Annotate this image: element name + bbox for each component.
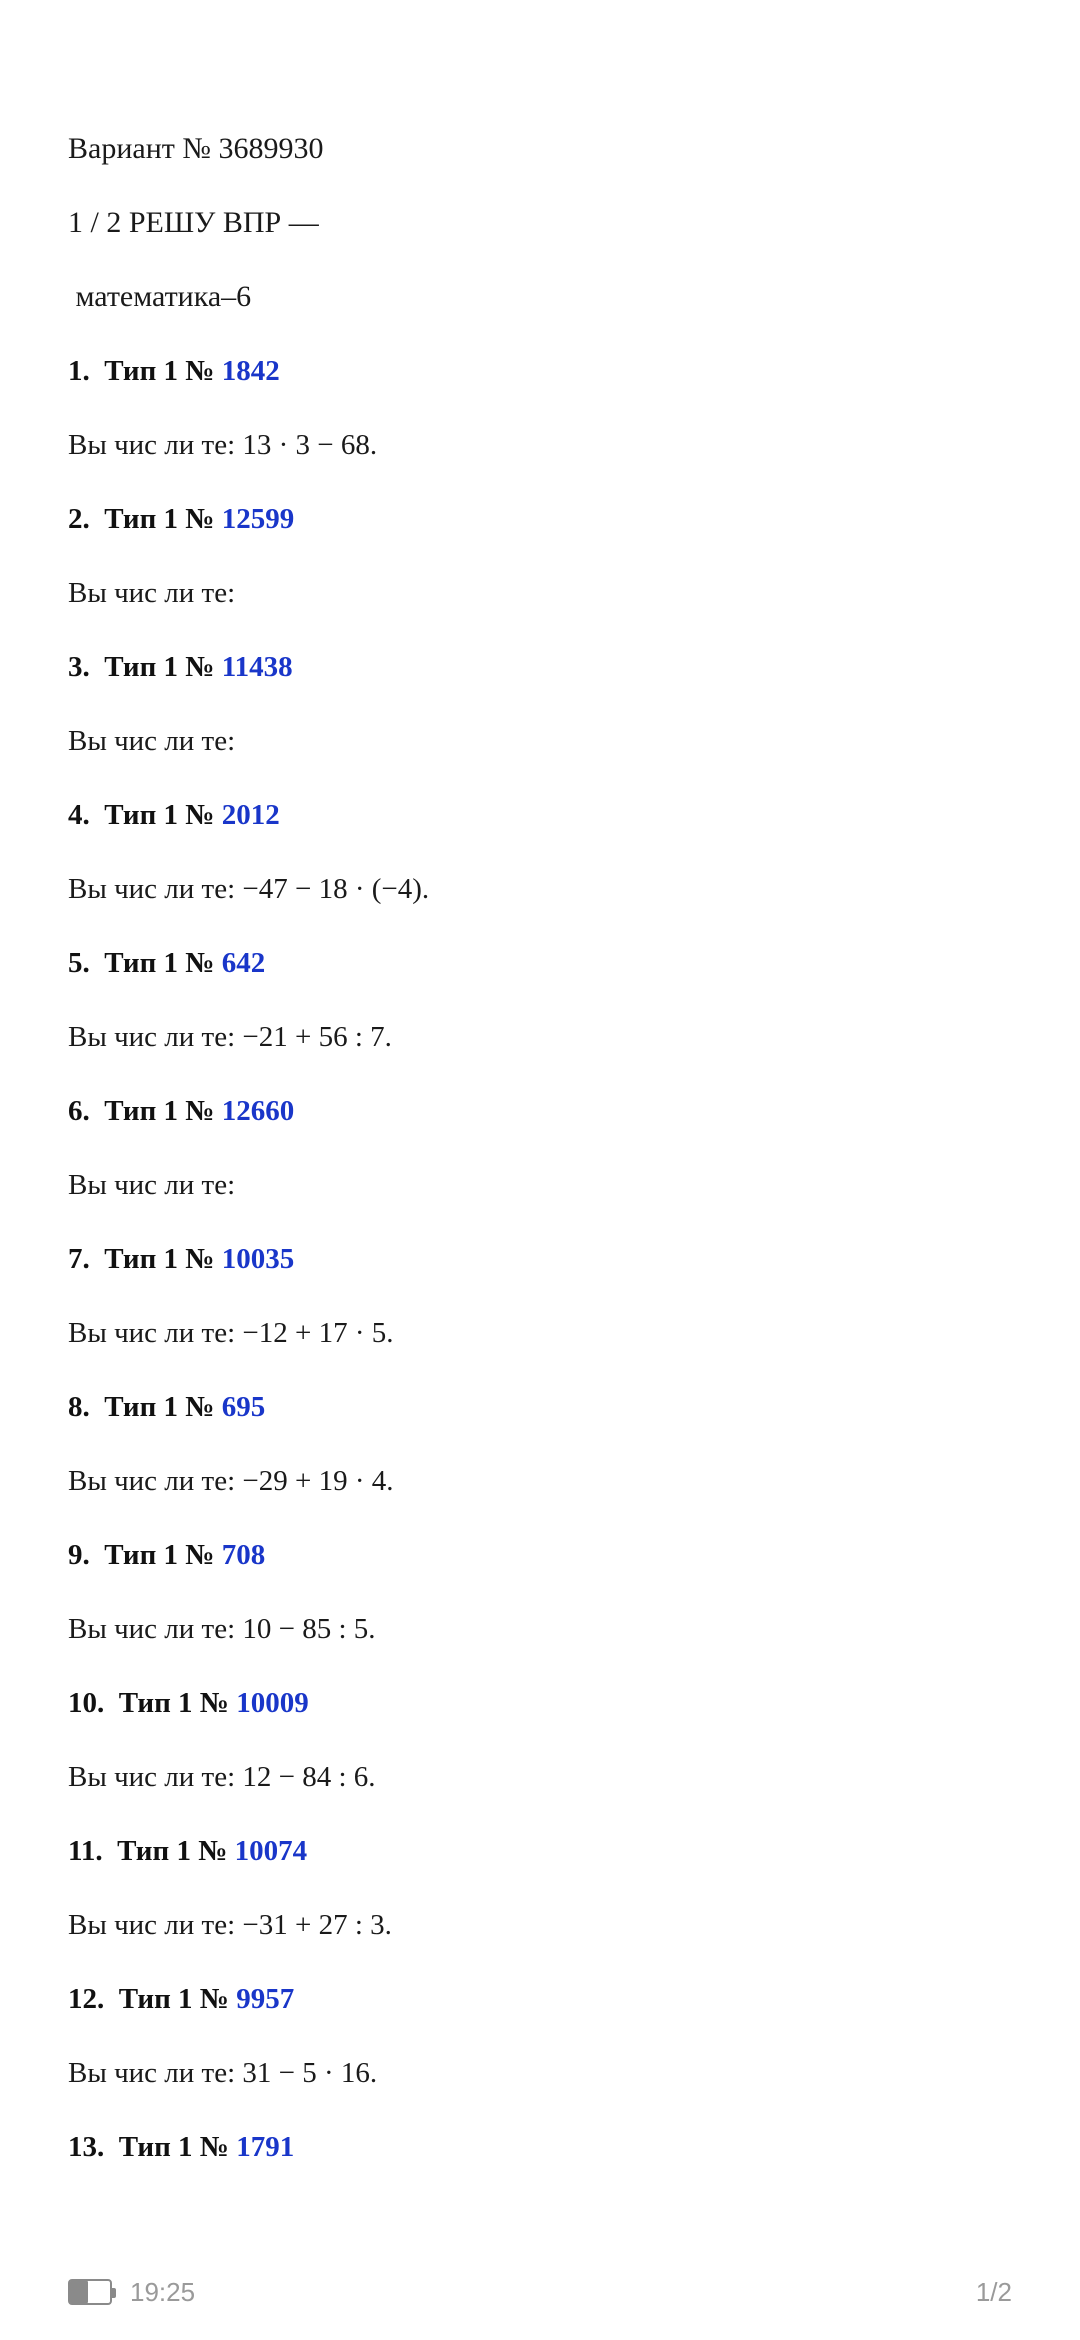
question-heading-label: 4. Тип 1 № — [68, 799, 222, 831]
question-heading — [68, 1814, 1028, 1888]
status-bar — [0, 2244, 1080, 2340]
battery-icon — [68, 2279, 112, 2305]
question-body: Вы чис ли те: −31 + 27 : 3. — [68, 1909, 392, 1941]
question-heading-label: 11. Тип 1 № — [68, 1835, 235, 1867]
question-body: Вы чис ли те: −29 + 19 · 4. — [68, 1465, 394, 1497]
question-heading — [68, 1962, 1028, 2036]
question-heading-label: 5. Тип 1 № — [68, 947, 222, 979]
question-heading-label: 8. Тип 1 № — [68, 1391, 222, 1423]
status-bar-left — [68, 2277, 195, 2308]
document-title-line-1: Вариант № 3689930 — [68, 132, 324, 165]
document-title-line-3: математика–6 — [68, 280, 252, 313]
question-id-link[interactable]: 10035 — [221, 1243, 295, 1275]
question-heading-label: 6. Тип 1 № — [68, 1095, 222, 1127]
question-body: Вы чис ли те: — [68, 577, 236, 609]
question-body: Вы чис ли те: −47 − 18 · (−4). — [68, 873, 430, 905]
document-content — [68, 112, 1028, 2184]
question-heading — [68, 1370, 1028, 1444]
question-heading-label: 10. Тип 1 № — [68, 1687, 237, 1719]
question-body: Вы чис ли те: −12 + 17 · 5. — [68, 1317, 394, 1349]
question-id-link[interactable]: 2012 — [221, 799, 280, 831]
question-heading — [68, 1074, 1028, 1148]
question-id-link[interactable]: 642 — [221, 947, 266, 979]
question-heading — [68, 2110, 1028, 2184]
question-heading — [68, 334, 1028, 408]
question-heading — [68, 778, 1028, 852]
question-body: Вы чис ли те: 12 − 84 : 6. — [68, 1761, 376, 1793]
question-id-link[interactable]: 1791 — [236, 2131, 295, 2163]
question-heading — [68, 1666, 1028, 1740]
question-id-link[interactable]: 695 — [221, 1391, 266, 1423]
document-title-line-2: 1 / 2 РЕШУ ВПР — — [68, 206, 319, 239]
question-heading-label: 1. Тип 1 № — [68, 355, 222, 387]
question-heading — [68, 482, 1028, 556]
question-heading-label: 9. Тип 1 № — [68, 1539, 222, 1571]
question-id-link[interactable]: 12599 — [221, 503, 295, 535]
question-heading — [68, 1518, 1028, 1592]
question-id-link[interactable]: 1842 — [221, 355, 280, 387]
question-heading-label: 2. Тип 1 № — [68, 503, 222, 535]
question-heading-label: 7. Тип 1 № — [68, 1243, 222, 1275]
question-body: Вы чис ли те: 31 − 5 · 16. — [68, 2057, 378, 2089]
question-id-link[interactable]: 12660 — [221, 1095, 295, 1127]
question-id-link[interactable]: 10009 — [236, 1687, 309, 1719]
question-heading — [68, 1222, 1028, 1296]
question-heading-label: 3. Тип 1 № — [68, 651, 222, 683]
question-heading-label: 13. Тип 1 № — [68, 2131, 237, 2163]
question-heading-label: 12. Тип 1 № — [68, 1983, 237, 2015]
clock-label: 19:25 — [130, 2276, 196, 2307]
question-id-link[interactable]: 708 — [221, 1539, 266, 1571]
question-body: Вы чис ли те: 10 − 85 : 5. — [68, 1613, 376, 1645]
battery-fill — [70, 2281, 88, 2303]
question-heading — [68, 926, 1028, 1000]
question-body: Вы чис ли те: −21 + 56 : 7. — [68, 1021, 392, 1053]
question-id-link[interactable]: 9957 — [236, 1983, 295, 2015]
question-body: Вы чис ли те: 13 · 3 − 68. — [68, 429, 378, 461]
question-id-link[interactable]: 11438 — [221, 651, 293, 683]
question-body: Вы чис ли те: — [68, 725, 236, 757]
question-heading — [68, 630, 1028, 704]
question-body: Вы чис ли те: — [68, 1169, 236, 1201]
page-indicator: 1/2 — [975, 2276, 1012, 2307]
question-id-link[interactable]: 10074 — [234, 1835, 308, 1867]
